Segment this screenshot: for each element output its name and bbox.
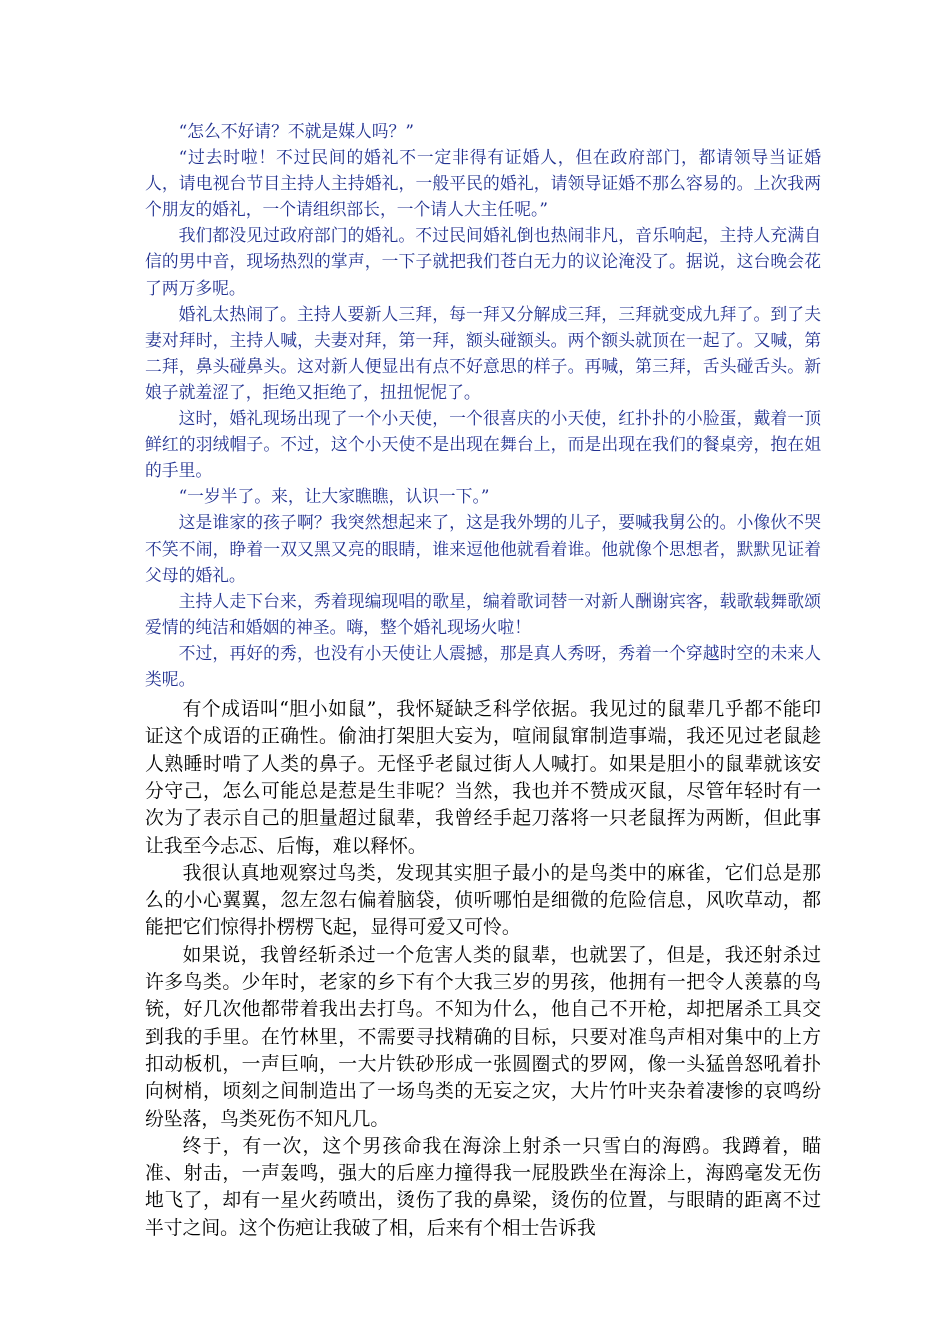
paragraph: 主持人走下台来，秀着现编现唱的歌星，编着歌词替一对新人酬谢宾客，载歌载舞歌颂爱情的纯洁和婚姻的神圣。嗨，整个婚礼现场火啦！ [145, 590, 821, 637]
section-courage [145, 696, 821, 1242]
paragraph: 如果说，我曾经斩杀过一个危害人类的鼠辈，也就罢了，但是，我还射杀过许多鸟类。少年时，老家的乡下有个大我三岁的男孩，他拥有一把令人羡慕的鸟铳，好几次他都带着我出去打鸟。不知为什么，他自己不开枪，却把屠杀工具交到我的手里。在竹林里，不需要寻找精确的目标，只要对准鸟声相对集中的上方扣动板机，一声巨响，一大片铁砂形成一张圆圈式的罗网，像一头猛兽怒吼着扑向树梢，顷刻之间制造出了一场鸟类的无妄之灾，大片竹叶夹杂着凄惨的哀鸣纷纷坠落，鸟类死伤不知凡几。 [145, 944, 821, 1130]
paragraph: 我很认真地观察过鸟类，发现其实胆子最小的是鸟类中的麻雀，它们总是那么的小心翼翼，忽左忽右偏着脑袋，侦听哪怕是细微的危险信息，风吹草动，都能把它们惊得扑楞楞飞起，显得可爱又可怜。 [145, 862, 821, 939]
paragraph: 这是谁家的孩子啊？我突然想起来了，这是我外甥的儿子，要喊我舅公的。小像伙不哭不笑不闹，睁着一双又黑又亮的眼睛，谁来逗他他就看着谁。他就像个思想者，默默见证着父母的婚礼。 [145, 512, 821, 585]
paragraph: 有个成语叫“胆小如鼠”，我怀疑缺乏科学依据。我见过的鼠辈几乎都不能印证这个成语的正确性。偷油打架胆大妄为，喧闹鼠窜制造事端，我还见过老鼠趁人熟睡时啃了人类的鼻子。无怪乎老鼠过街人人喊打。如果是胆小的鼠辈就该安分守己，怎么可能总是惹是生非呢？当然，我也并不赞成灭鼠，尽管年轻时有一次为了表示自己的胆量超过鼠辈，我曾经手起刀落将一只老鼠挥为两断，但此事让我至今忐忑、后悔，难以释怀。 [145, 699, 821, 857]
paragraph: 不过，再好的秀，也没有小天使让人震撼，那是真人秀呀，秀着一个穿越时空的未来人类呢。 [145, 642, 821, 689]
paragraph: 婚礼太热闹了。主持人要新人三拜，每一拜又分解成三拜，三拜就变成九拜了。到了夫妻对拜时，主持人喊，夫妻对拜，第一拜，额头碰额头。两个额头就顶在一起了。又喊，第二拜，鼻头碰鼻头。这对新人便显出有点不好意思的样子。再喊，第三拜，舌头碰舌头。新娘子就羞涩了，拒绝又拒绝了，扭扭怩怩了。 [145, 303, 821, 402]
document-page [145, 118, 821, 1242]
paragraph: 我们都没见过政府部门的婚礼。不过民间婚礼倒也热闹非凡，音乐响起，主持人充满自信的男中音，现场热烈的掌声，一下子就把我们苍白无力的议论淹没了。据说，这台晚会花了两万多呢。 [145, 225, 821, 298]
paragraph: “过去时啦！不过民间的婚礼不一定非得有证婚人，但在政府部门，都请领导当证婚人，请电视台节目主持人主持婚礼，一般平民的婚礼，请领导证婚不那么容易的。上次我两个朋友的婚礼，一个请组织部长，一个请人大主任呢。” [145, 147, 821, 220]
paragraph: 这时，婚礼现场出现了一个小天使，一个很喜庆的小天使，红扑扑的小脸蛋，戴着一顶鲜红的羽绒帽子。不过，这个小天使不是出现在舞台上，而是出现在我们的餐桌旁，抱在姐的手里。 [145, 408, 821, 481]
paragraph: 终于，有一次，这个男孩命我在海涂上射杀一只雪白的海鸥。我蹲着，瞄准、射击，一声轰鸣，强大的后座力撞得我一屁股跌坐在海涂上，海鸥毫发无伤地飞了，却有一星火药喷出，烫伤了我的鼻梁，烫伤的位置，与眼睛的距离不过半寸之间。这个伤疤让我破了相，后来有个相士告诉我 [145, 1135, 821, 1239]
paragraph: “一岁半了。来，让大家瞧瞧，认识一下。” [178, 486, 490, 507]
paragraph: “怎么不好请？不就是媒人吗？” [178, 121, 414, 141]
section-wedding [145, 118, 821, 692]
